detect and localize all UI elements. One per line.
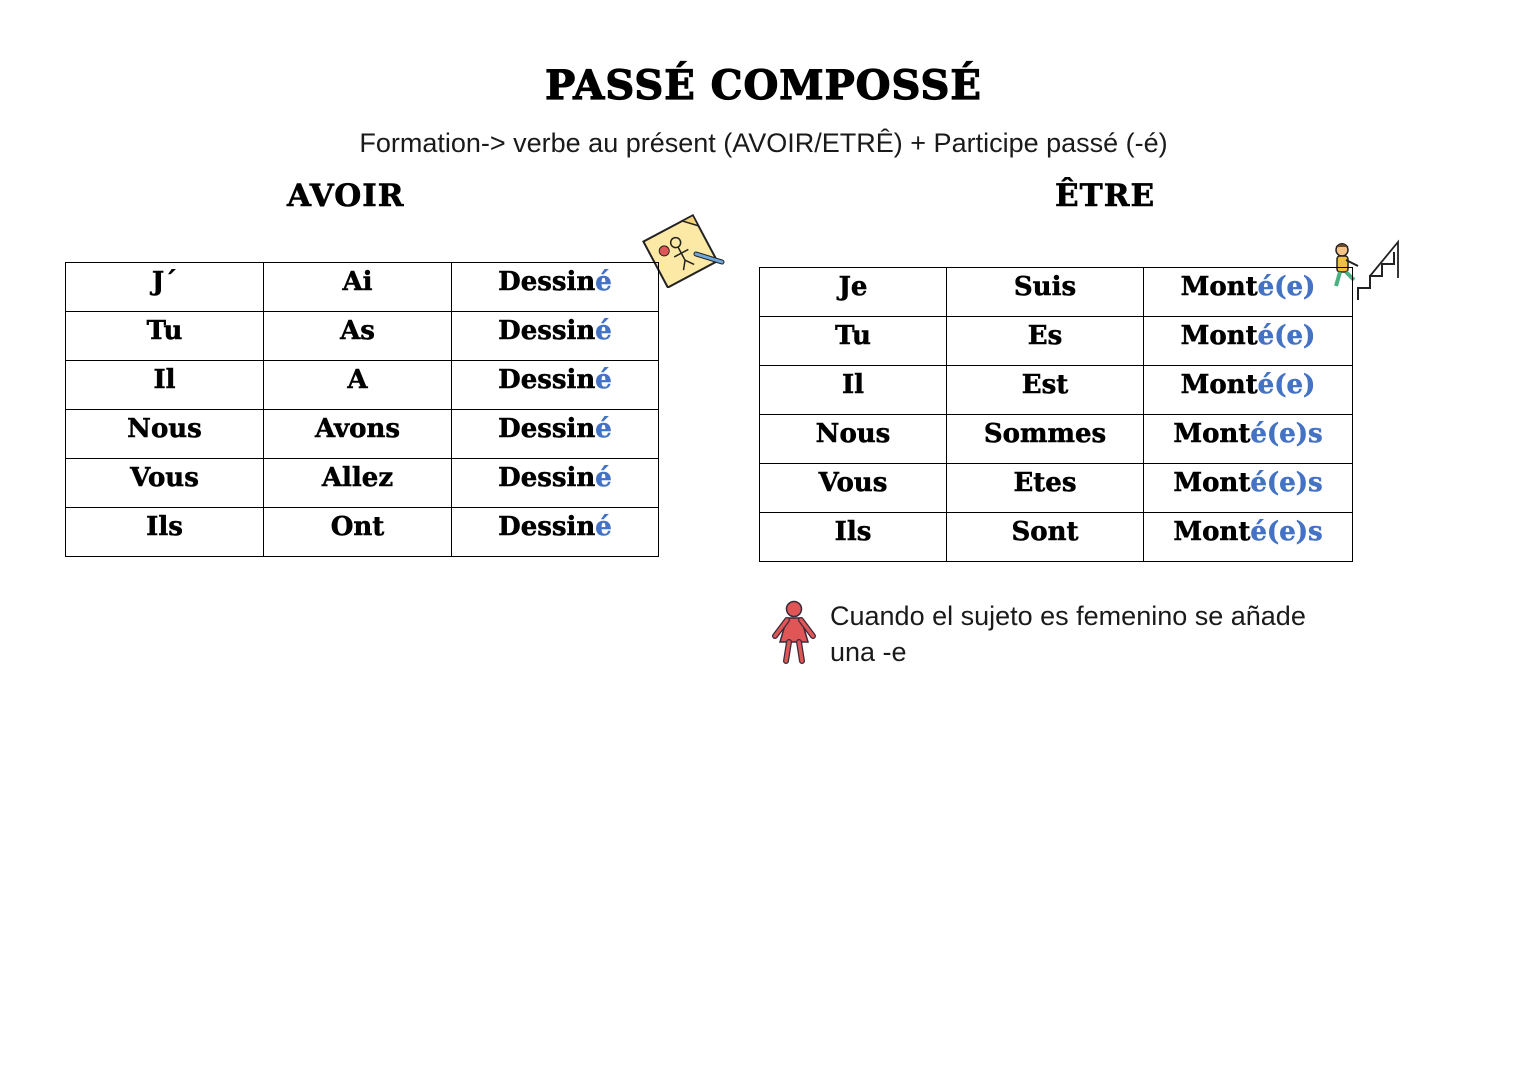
participle-cell <box>1144 513 1353 562</box>
participle-cell <box>452 410 659 459</box>
participle-stem: Dessin <box>498 267 596 297</box>
auxiliary-cell: As <box>264 312 452 361</box>
auxiliary-cell: Ont <box>264 508 452 557</box>
girl-icon <box>770 600 818 664</box>
auxiliary-cell: Sont <box>947 513 1144 562</box>
participle-suffix: é(e)s <box>1250 468 1323 498</box>
participle-cell <box>452 263 659 312</box>
participle-suffix: é <box>595 414 612 444</box>
participle-cell <box>452 459 659 508</box>
table-row <box>760 268 1353 317</box>
participle-stem: Mont <box>1180 272 1258 302</box>
participle-suffix: é <box>595 316 612 346</box>
participle-stem: Dessin <box>498 463 596 493</box>
table-row <box>66 312 659 361</box>
pronoun-cell: Il <box>760 366 947 415</box>
auxiliary-cell: Es <box>947 317 1144 366</box>
participle-stem: Dessin <box>498 414 596 444</box>
pronoun-cell: Je <box>760 268 947 317</box>
note-line-1: Cuando el sujeto es femenino se añade <box>830 601 1306 631</box>
participle-stem: Mont <box>1173 419 1251 449</box>
participle-suffix: é <box>595 512 612 542</box>
note-line-2: una -e <box>830 637 907 667</box>
table-row <box>760 317 1353 366</box>
participle-cell <box>1144 268 1353 317</box>
participle-stem: Mont <box>1173 517 1251 547</box>
participle-cell <box>1144 464 1353 513</box>
participle-stem: Mont <box>1180 321 1258 351</box>
pronoun-cell: Nous <box>760 415 947 464</box>
participle-suffix: é <box>595 267 612 297</box>
page-title: PASSÉ COMPOSSÉ <box>545 62 982 109</box>
participle-cell <box>1144 366 1353 415</box>
table-row <box>760 464 1353 513</box>
table-row <box>760 366 1353 415</box>
participle-stem: Dessin <box>498 512 596 542</box>
participle-cell <box>452 361 659 410</box>
auxiliary-cell: Etes <box>947 464 1144 513</box>
auxiliary-cell: Est <box>947 366 1144 415</box>
feminine-note <box>830 598 1370 670</box>
table-row <box>66 459 659 508</box>
participle-suffix: é(e)s <box>1250 517 1323 547</box>
participle-stem: Mont <box>1173 468 1251 498</box>
pronoun-cell: Tu <box>66 312 264 361</box>
pronoun-cell: Ils <box>66 508 264 557</box>
avoir-table <box>65 262 659 557</box>
participle-suffix: é(e)s <box>1250 419 1323 449</box>
formation-rule: Formation-> verbe au présent (AVOIR/ETRÊ) + Participe passé (-é) <box>359 128 1168 158</box>
table-row <box>66 410 659 459</box>
pronoun-cell: Ils <box>760 513 947 562</box>
table-row <box>66 263 659 312</box>
participle-suffix: é(e) <box>1257 272 1316 302</box>
participle-suffix: é(e) <box>1257 370 1316 400</box>
auxiliary-cell: Ai <box>264 263 452 312</box>
table-row <box>760 513 1353 562</box>
auxiliary-cell: Avons <box>264 410 452 459</box>
pronoun-cell: Il <box>66 361 264 410</box>
pronoun-cell: J´ <box>66 263 264 312</box>
etre-table <box>759 267 1353 562</box>
participle-cell <box>452 312 659 361</box>
pronoun-cell: Vous <box>760 464 947 513</box>
auxiliary-cell: Allez <box>264 459 452 508</box>
participle-stem: Dessin <box>498 316 596 346</box>
participle-suffix: é(e) <box>1257 321 1316 351</box>
auxiliary-cell: Suis <box>947 268 1144 317</box>
table-row <box>760 415 1353 464</box>
auxiliary-cell: Sommes <box>947 415 1144 464</box>
participle-suffix: é <box>595 463 612 493</box>
pronoun-cell: Vous <box>66 459 264 508</box>
participle-cell <box>452 508 659 557</box>
auxiliary-cell: A <box>264 361 452 410</box>
avoir-heading: AVOIR <box>287 178 405 214</box>
participle-stem: Mont <box>1180 370 1258 400</box>
participle-stem: Dessin <box>498 365 596 395</box>
participle-cell <box>1144 317 1353 366</box>
table-row <box>66 508 659 557</box>
participle-suffix: é <box>595 365 612 395</box>
participle-cell <box>1144 415 1353 464</box>
pronoun-cell: Tu <box>760 317 947 366</box>
table-row <box>66 361 659 410</box>
pronoun-cell: Nous <box>66 410 264 459</box>
etre-heading: ÊTRE <box>1055 178 1156 214</box>
